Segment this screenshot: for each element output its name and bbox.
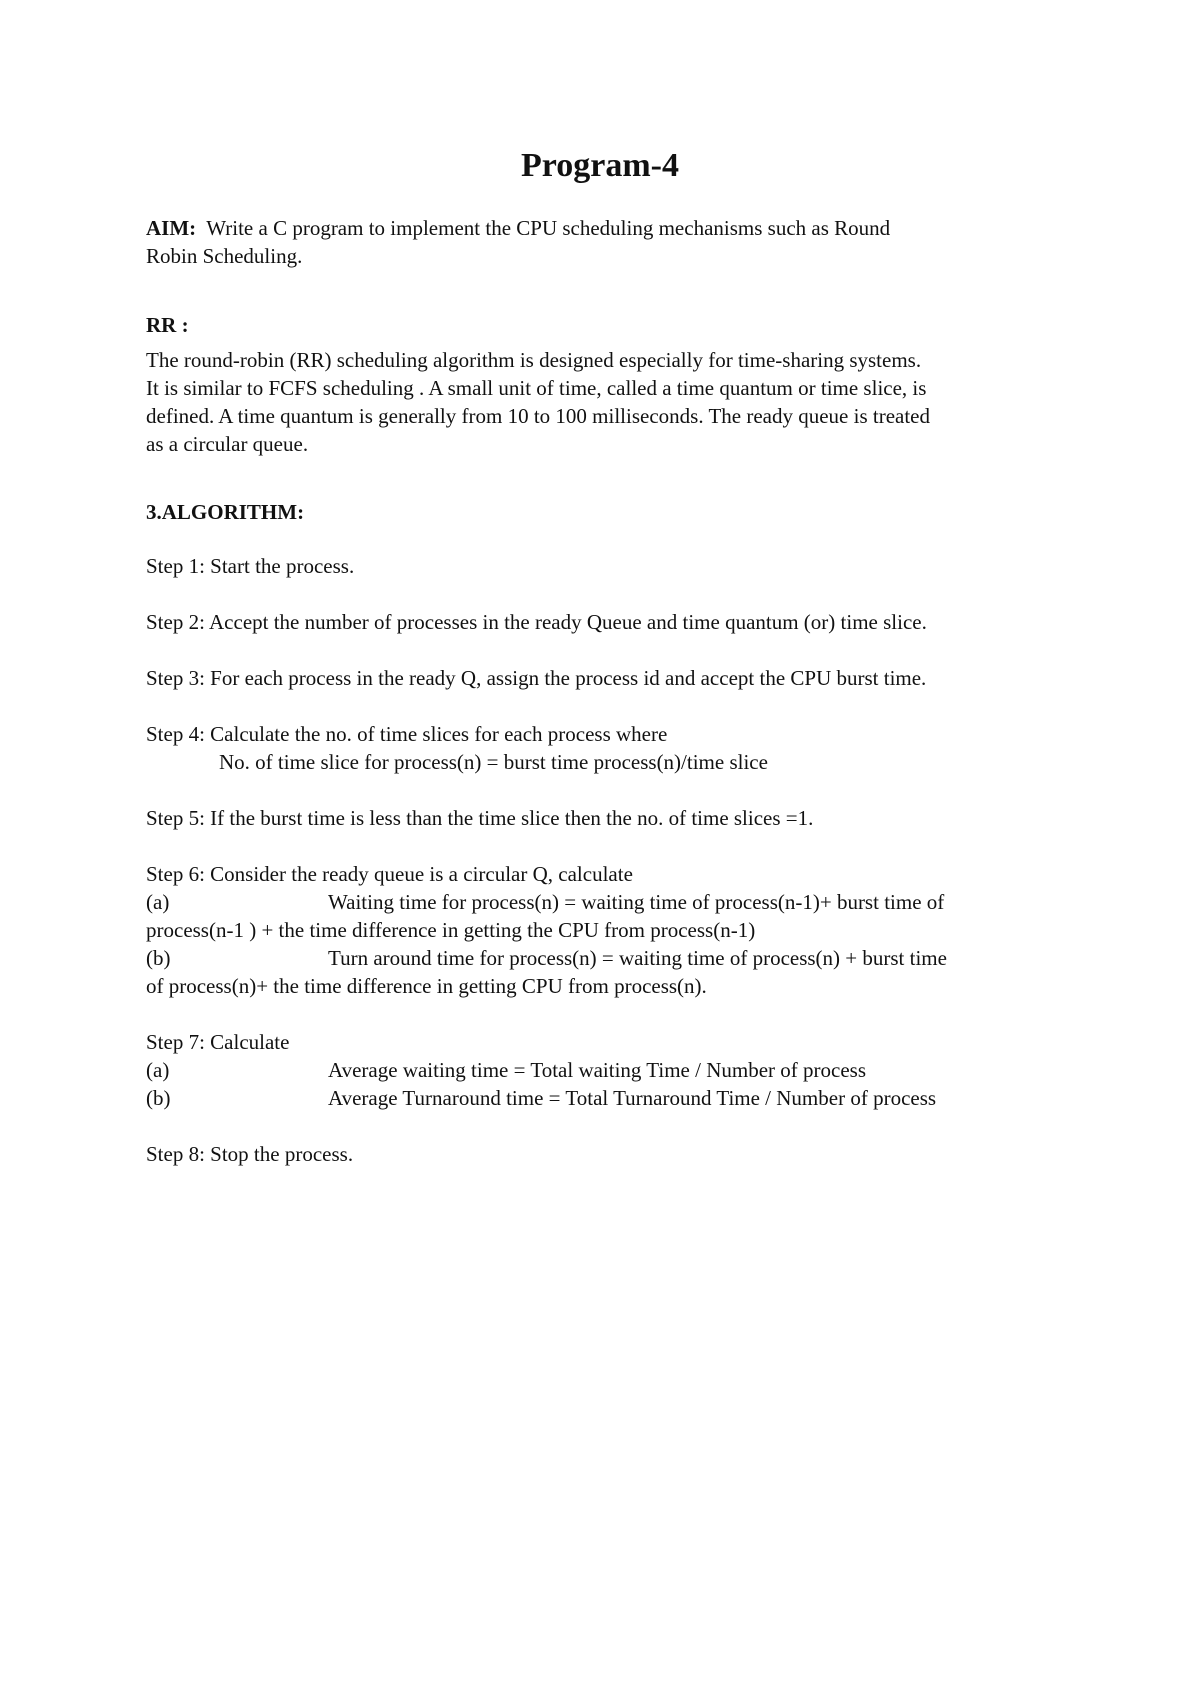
aim-label: AIM: bbox=[146, 216, 197, 240]
step-7-a-label: (a) bbox=[146, 1058, 170, 1082]
step-5: Step 5: If the burst time is less than the time slice then the no. of time slices =1. bbox=[146, 806, 814, 830]
rr-description bbox=[146, 346, 1066, 458]
step-3: Step 3: For each process in the ready Q, assign the process id and accept the CPU burst time. bbox=[146, 666, 927, 690]
step-2: Step 2: Accept the number of processes in the ready Queue and time quantum (or) time slice. bbox=[146, 610, 927, 634]
aim-text: Write a C program to implement the CPU scheduling mechanisms such as Round bbox=[206, 216, 891, 240]
step-6-b-label: (b) bbox=[146, 946, 171, 970]
step-7-b-text: Average Turnaround time = Total Turnaround Time / Number of process bbox=[328, 1086, 937, 1110]
step-7 bbox=[146, 1028, 1066, 1112]
step-6-item-b bbox=[146, 944, 1066, 972]
step-1: Step 1: Start the process. bbox=[146, 554, 355, 578]
aim-line-2: Robin Scheduling. bbox=[146, 244, 303, 268]
rr-line: defined. A time quantum is generally from 10 to 100 milliseconds. The ready queue is treated bbox=[146, 404, 931, 428]
aim-section bbox=[146, 214, 1066, 270]
step-7-line-1: Step 7: Calculate bbox=[146, 1030, 290, 1054]
step-6-a-text: Waiting time for process(n) = waiting time of process(n-1)+ burst time of bbox=[328, 890, 945, 914]
step-7-item-a bbox=[146, 1056, 1066, 1084]
step-7-a-text: Average waiting time = Total waiting Time / Number of process bbox=[328, 1058, 867, 1082]
step-4 bbox=[146, 720, 1066, 776]
rr-line: as a circular queue. bbox=[146, 432, 309, 456]
step-6 bbox=[146, 860, 1066, 1000]
step-6-a-continuation: process(n-1 ) + the time difference in getting the CPU from process(n-1) bbox=[146, 918, 756, 942]
step-6-b-text: Turn around time for process(n) = waiting time of process(n) + burst time bbox=[328, 946, 947, 970]
rr-heading: RR : bbox=[146, 313, 189, 337]
step-6-line-1: Step 6: Consider the ready queue is a circular Q, calculate bbox=[146, 862, 633, 886]
page-title: Program-4 bbox=[521, 147, 679, 184]
aim-line-1 bbox=[146, 214, 1066, 242]
rr-line: The round-robin (RR) scheduling algorithm is designed especially for time-sharing systems. bbox=[146, 348, 922, 372]
step-6-a-label: (a) bbox=[146, 890, 170, 914]
algorithm-heading: 3.ALGORITHM: bbox=[146, 500, 305, 524]
step-8: Step 8: Stop the process. bbox=[146, 1142, 354, 1166]
step-7-b-label: (b) bbox=[146, 1086, 171, 1110]
rr-line: It is similar to FCFS scheduling . A small unit of time, called a time quantum or time slice, is bbox=[146, 376, 927, 400]
step-4-line-1: Step 4: Calculate the no. of time slices for each process where bbox=[146, 722, 668, 746]
step-7-item-b bbox=[146, 1084, 1066, 1112]
step-6-b-continuation: of process(n)+ the time difference in getting CPU from process(n). bbox=[146, 974, 707, 998]
step-4-formula: No. of time slice for process(n) = burst time process(n)/time slice bbox=[219, 750, 768, 774]
step-6-item-a bbox=[146, 888, 1066, 916]
